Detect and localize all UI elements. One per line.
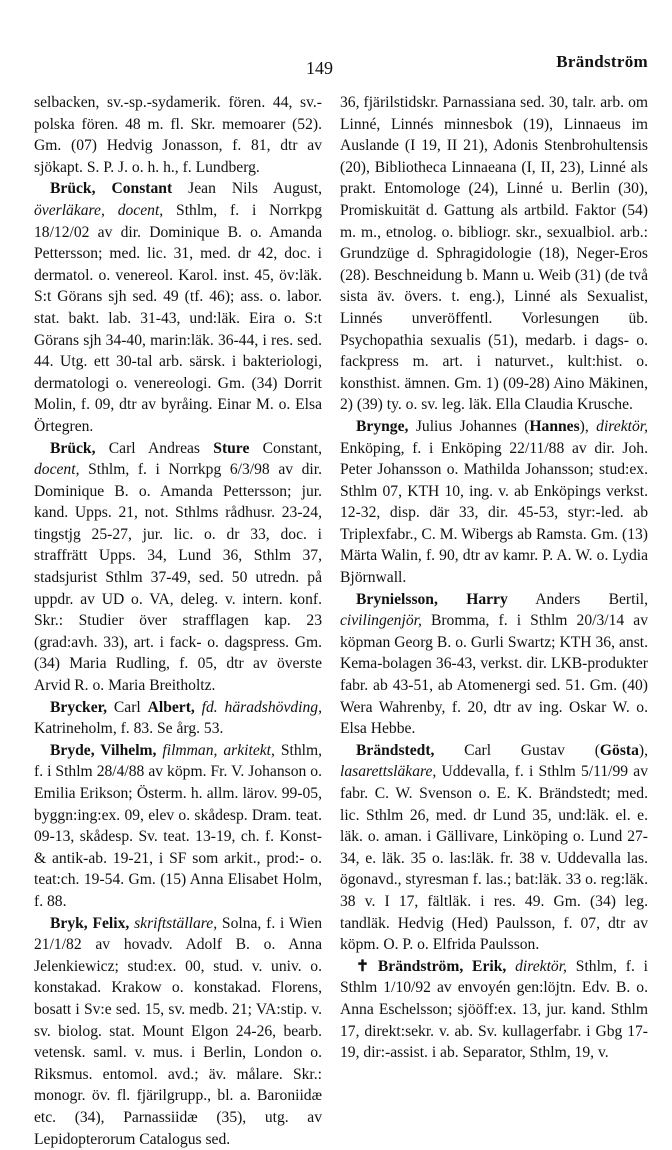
entry-name: Brändstedt,	[356, 741, 435, 759]
entry-name: Brück,	[50, 439, 96, 457]
entry-occupation: överläkare, docent,	[34, 201, 164, 219]
entry-text: Carl Andreas	[95, 439, 214, 457]
entry-text: Constant,	[249, 439, 322, 457]
entry-text: Bromma, f. i Sthlm 20/3/14 av köpman Georg B. o. Gurli Swartz; KTH 36, anst. Kema-bolagen 36-43, verkst. dir. LKB-produkter fabr. ab 43-51, ab Atomenergi sed. 51. Gm. (40) Wera Wahrenby, f. 20, dtr av ing. Oskar W. o. Elsa Hebbe.	[340, 612, 648, 738]
biography-entry	[34, 740, 322, 913]
biography-entry	[34, 178, 322, 437]
biography-entry	[340, 416, 648, 589]
entry-text: Carl	[107, 698, 148, 716]
biography-entry	[340, 589, 648, 740]
entry-name: Hannes	[529, 417, 580, 435]
entry-name: Brändström, Erik,	[377, 957, 507, 975]
entry-text: Jean Nils August,	[172, 180, 322, 198]
biography-entry	[34, 697, 322, 740]
entry-continuation	[340, 92, 648, 416]
biography-entry	[340, 956, 648, 1064]
running-head: Brändström	[556, 52, 648, 71]
deceased-mark: ✝	[356, 957, 378, 975]
entry-name: Bryde, Vilhelm,	[50, 741, 157, 759]
entry-name: Bryk, Felix,	[50, 914, 130, 932]
entry-text	[506, 958, 515, 975]
entry-name: Brynge,	[356, 417, 409, 435]
page-number: 149	[306, 58, 333, 78]
entry-text: ),	[638, 741, 648, 759]
biography-entry	[340, 740, 648, 956]
entry-name: Sture	[213, 439, 250, 457]
entry-occupation: fd. häradshövding,	[201, 698, 322, 716]
entry-text	[195, 699, 202, 716]
entry-text: Solna, f. i Wien 21/1/82 av hovadv. Adolf B. o. Anna Jelenkiewicz; stud:ex. 00, stud. v. univ. o. konstakad. Krakow o. konstakad. Florens, bosatt i Sv:e sed. 15, sv. medb. 21; VA:stip. v. sv. biolog. stat. Mount Elgon 24-26, bearb. vetensk. saml. v. mus. i Berlin, London o. Riksmus. entomol. avd.; äv. målare. Skr.: monogr. öv. fl. fjärilgrupp., bl. a. Baroniidæ etc. (34), Parnassiidæ (35), utg. av Lepidopterorum Catalogus sed.	[34, 914, 322, 1148]
entry-occupation: direktör,	[596, 417, 648, 435]
left-column	[34, 92, 322, 1150]
entry-text: Sthlm, f. i Sthlm 1/10/92 av envoyén gen:löjtn. Edv. B. o. Anna Eschelsson; sjööff:ex. 13, jur. kand. Sthlm 17, direkt:sekr. v. ab. Sv. kullagerfabr. i Gbg 17-19, dir:-assist. i ab. Separator, Sthlm, 19, v.	[340, 957, 648, 1062]
entry-text: Katrineholm, f. 83. Se årg. 53.	[34, 720, 224, 738]
entry-text: Carl Gustav (	[434, 741, 600, 759]
entry-text: selbacken, sv.-sp.-sydamerik. fören. 44, sv.-polska fören. 48 m. fl. Skr. memoarer (52). Gm. (07) Hedvig Jonasson, f. 81, dtr av sjökapt. S. P. J. o. h. h., f. Lundberg.	[34, 94, 322, 176]
entry-name: Brynielsson, Harry	[356, 590, 508, 608]
biography-entry	[34, 438, 322, 697]
entry-occupation: direktör,	[515, 957, 567, 975]
entry-text: Julius Johannes (	[408, 417, 530, 435]
biography-entry	[34, 913, 322, 1150]
entry-name: Gösta	[599, 741, 639, 759]
entry-occupation: civilingenjör,	[340, 612, 422, 630]
entry-occupation: lasarettsläkare,	[340, 763, 437, 781]
entry-continuation	[34, 92, 322, 178]
entry-text: Uddevalla, f. i Sthlm 5/11/99 av fabr. C. W. Svenson o. E. K. Brändstedt; med. lic. Sthlm 26, med. dr Lund 35, und:läk. el. e. läk. o. aman. i Gällivare, Linköping o. Lund 27-34, e. läk. 35 o. las:läk. fr. 38 v. Uddevalla las. ögonavd., styresman f. las.; bat:läk. 33 o. reg:läk. 38 v. I 17, fältläk. i res. 49. Gm. (34) leg. tandläk. Hedvig (Hed) Paulsson, f. 07, dtr av köpm. O. P. o. Elfrida Paulsson.	[340, 763, 648, 954]
entry-text: Sthlm, f. i Sthlm 28/4/88 av köpm. Fr. V. Johanson o. Emilia Erikson; Österm. h. allm. lärov. 99-05, byggn:ing:ex. 09, elev o. skådesp. Dram. teat. 09-13, skådesp. Sv. teat. 13-19, ch. f. Konst- & antik-ab. 19-21, i SF som arkit., prod:- o. teat:ch. 19-54. Gm. (15) Anna Elisabet Holm, f. 88.	[34, 741, 323, 910]
entry-name: Brück, Constant	[50, 180, 173, 198]
entry-occupation: skriftställare,	[134, 914, 218, 932]
entry-name: Albert,	[147, 698, 195, 716]
entry-name: Brycker,	[50, 698, 108, 716]
entry-text: Sthlm, f. i Norrkpg 6/3/98 av dir. Dominique B. o. Amanda Pettersson; jur. kand. Upps. 21, not. Sthlms rådhusr. 23-24, tingstjg 25-27, jur. lic. o. dr 33, doc. i straffrätt Upps. 34, Lund 36, Sthlm 37, stadsjurist Sthlm 37-49, sed. 50 utredn. på uppdr. av UD o. VA, deleg. v. intern. konf. Skr.: Studier över strafflagen kap. 23 (grad:avh. 33), art. i fack- o. dagspress. Gm. (34) Maria Rudling, f. 05, dtr av överste Arvid R. o. Maria Breitholtz.	[34, 461, 322, 695]
entry-text: Enköping, f. i Enköping 22/11/88 av dir. Joh. Peter Johansson o. Mathilda Johansson; stud:ex. Sthlm 07, KTH 10, ing. v. ab Enköpings verkst. 12-32, disp. där 33, dir. 45-53, styr:-led. ab Triplexfabr., C. M. Wibergs ab Ramsta. Gm. (13) Märta Walin, f. 90, dtr av kamr. P. A. W. o. Lydia Björnwall.	[340, 439, 648, 587]
entry-text: 36, fjärilstidskr. Parnassiana sed. 30, talr. arb. om Linné, Linnés minnesbok (19), Linnaeus im Auslande (I 19, II 21), Adonis Stenbrohultensis (20), Bibliotheca Linnaeana (I, II, 23), Linné als prakt. Entomologe (24), Linné u. Berlin (30), Promiskuität d. Gattung als artbild. Faktor (54) m. m., etnolog. o. bibliogr. skr., sexualbiol. arb.: Grundzüge d. Sphragidologie (18), Neger-Eros (28). Beschneidung b. Mann u. Weib (31) (de två sista äv. övers. t. eng.), Linné als Sexualist, Linnés unveröffentl. Vorlesungen üb. Psychopathia sexualis (51), medarb. i dags- o. fackpress m. art. i naturvet., kult:hist. o. konsthist. ämnen. Gm. 1) (09-28) Aino Mäkinen, 2) (39) ty. o. sv. leg. läk. Ella Claudia Krusche.	[340, 94, 648, 414]
entry-occupation: filmman, arkitekt,	[162, 741, 275, 759]
entry-occupation: docent,	[34, 461, 80, 479]
entry-text: ),	[579, 417, 597, 435]
entry-text: Sthlm, f. i Norrkpg 18/12/02 av dir. Dominique B. o. Amanda Pettersson; med. lic. 31, med. dr 42, doc. i dermatol. o. venereol. Karol. inst. 45, öv:läk. S:t Görans sjh sed. 49 (tf. 46); ass. o. labor. stat. bakt. lab. 31-43, und:läk. Eira o. S:t Görans sjh 34-40, marin:läk. 36-44, i res. sed. 44. Utg. ett 30-tal arb. särsk. i bakteriologi, dermatologi o. venereologi. Gm. (34) Dorrit Molin, f. 09, dtr av byråing. Einar M. o. Elsa Örtegren.	[34, 201, 323, 435]
entry-text: Anders Bertil,	[507, 590, 648, 608]
right-column	[340, 92, 648, 1064]
